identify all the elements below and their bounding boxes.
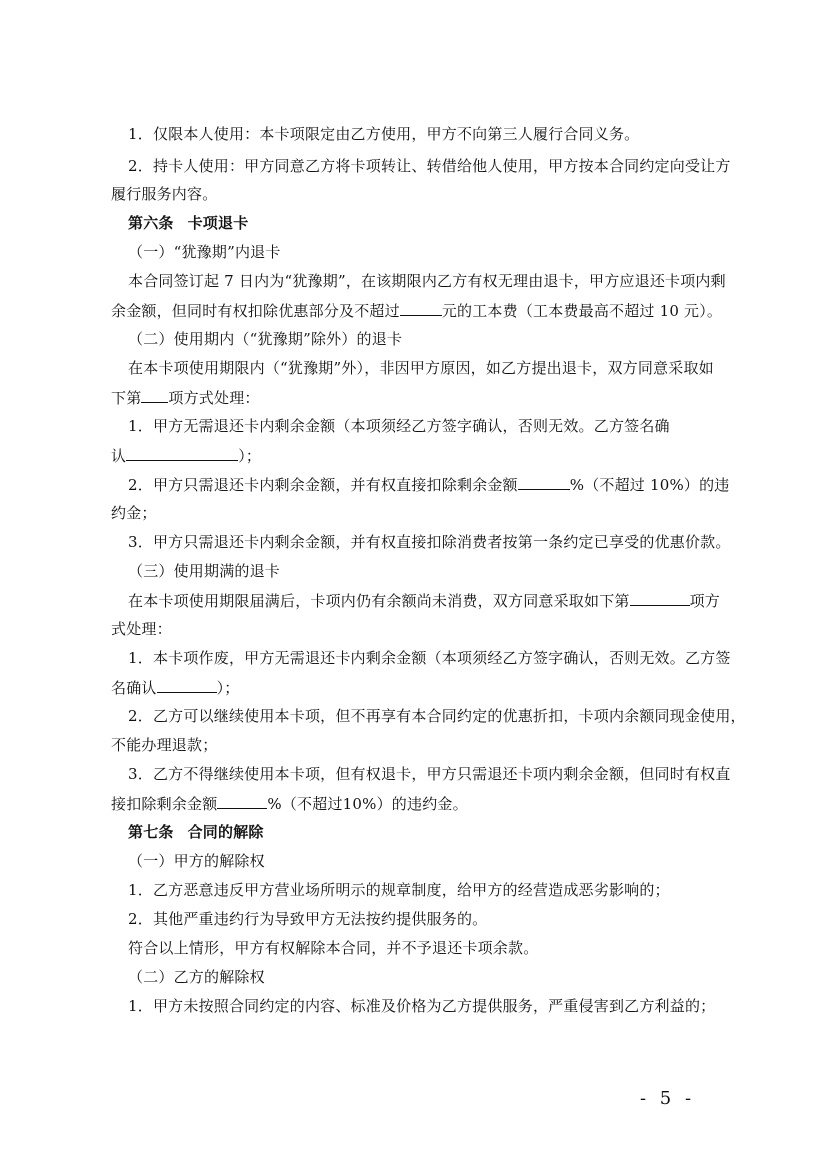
text-segment: 接扣除剩余金额 (111, 795, 218, 813)
paragraph-text: 符合以上情形，甲方有权解除本合同，并不予退还卡项余款。 (128, 939, 539, 957)
list-item-continued: 不能办理退款； (111, 736, 218, 754)
text-segment: 2．甲方只需退还卡内剩余金额，并有权直接扣除剩余金额 (128, 476, 518, 494)
article-number: 第七条 (128, 823, 174, 841)
list-item-continued (111, 677, 240, 697)
text-segment: 余金额，但同时有权扣除优惠部分及不超过 (111, 302, 400, 320)
fill-in-blank[interactable] (518, 474, 570, 490)
list-item-continued (111, 445, 261, 465)
list-item: 2．乙方可以继续使用本卡项，但不再享有本合同约定的优惠折扣，卡项内余额同现金使用， (128, 707, 746, 725)
text-segment: 项方式处理： (168, 389, 260, 407)
list-item: 2．其他严重违约行为导致甲方无法按约提供服务的。 (128, 910, 488, 928)
article-6-heading (128, 213, 248, 233)
section-heading: （三）使用期满的退卡 (128, 562, 281, 580)
list-item: 1．甲方无需退还卡内剩余金额（本项须经乙方签字确认，否则无效。乙方签名确 (128, 417, 670, 435)
section-heading: （二）使用期内（“犹豫期”除外）的退卡 (128, 330, 403, 348)
section-heading: （一）“犹豫期”内退卡 (128, 243, 281, 261)
list-item: 3．乙方不得继续使用本卡项，但有权退卡，甲方只需退还卡项内剩余金额，但同时有权直 (128, 765, 731, 783)
text-segment: 认 (111, 447, 127, 465)
signature-blank[interactable] (157, 677, 217, 693)
paragraph-text (111, 300, 722, 320)
text-segment: 在本卡项使用期限届满后，卡项内仍有余额尚未消费，双方同意采取如下第 (128, 592, 630, 610)
paragraph-text: 本合同签订起 7 日内为“犹豫期”，在该期限内乙方有权无理由退卡，甲方应退还卡项内剩 (128, 272, 726, 290)
text-segment: %（不超过10%）的违约金。 (267, 795, 468, 813)
list-item: 1．乙方恶意违反甲方营业场所明示的规章制度，给甲方的经营造成恶劣影响的； (128, 881, 670, 899)
section-heading: （一）甲方的解除权 (128, 852, 265, 870)
clause-1-text: 1．仅限本人使用：本卡项限定由乙方使用，甲方不向第三人履行合同义务。 (128, 125, 640, 143)
list-item: 1．甲方未按照合同约定的内容、标准及价格为乙方提供服务，严重侵害到乙方利益的； (128, 997, 716, 1015)
clause-2-continued: 履行服务内容。 (111, 185, 218, 203)
text-segment: ）； (238, 447, 262, 465)
article-title: 合同的解除 (187, 823, 264, 841)
list-item: 1．本卡项作废，甲方无需退还卡内剩余金额（本项须经乙方签字确认，否则无效。乙方签 (128, 649, 731, 667)
text-segment: 名确认 (111, 679, 157, 697)
fill-in-blank[interactable] (217, 793, 267, 809)
paragraph-text: 在本卡项使用期限内（“犹豫期”外），非因甲方原因，如乙方提出退卡，双方同意采取如 (128, 359, 714, 377)
list-item (128, 474, 730, 494)
list-item: 3．甲方只需退还卡内剩余金额，并有权直接扣除消费者按第一条约定已享受的优惠价款。 (128, 533, 731, 551)
text-segment: ）； (216, 679, 240, 697)
page-number: - 5 - (640, 1088, 696, 1109)
text-segment: 元的工本费（工本费最高不超过 10 元）。 (441, 302, 723, 320)
text-segment: 项方 (689, 592, 721, 610)
text-segment: %（不超过 10%）的违 (569, 476, 730, 494)
article-7-heading (128, 822, 264, 842)
paragraph-text (111, 387, 260, 407)
list-item-continued: 约金； (111, 504, 157, 522)
list-item-continued (111, 793, 468, 813)
paragraph-text: 式处理： (111, 620, 172, 638)
signature-blank[interactable] (126, 445, 238, 461)
article-title: 卡项退卡 (187, 214, 249, 232)
fill-in-blank[interactable] (141, 387, 168, 403)
paragraph-text (128, 590, 720, 610)
clause-2-text: 2．持卡人使用：甲方同意乙方将卡项转让、转借给他人使用，甲方按本合同约定向受让方 (128, 157, 731, 175)
article-number: 第六条 (128, 214, 174, 232)
fill-in-blank[interactable] (400, 300, 442, 316)
section-heading: （二）乙方的解除权 (128, 968, 265, 986)
text-segment: 下第 (111, 389, 142, 407)
fill-in-blank[interactable] (630, 590, 690, 606)
